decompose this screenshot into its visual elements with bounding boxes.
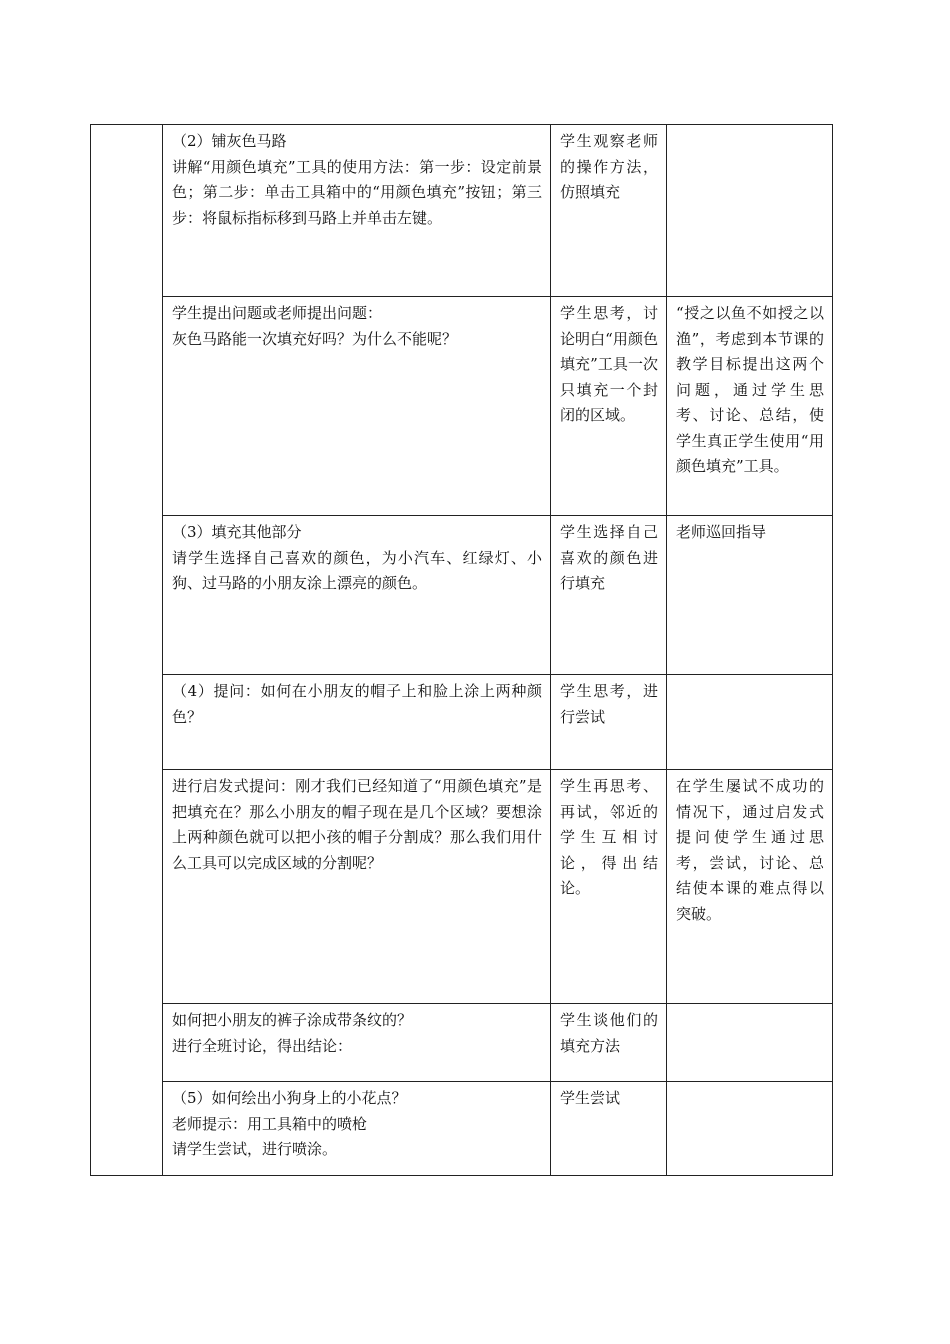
activity-line: 学生提出问题或老师提出问题： (172, 304, 383, 322)
lesson-plan-table (90, 124, 833, 1176)
activity-line: （2）铺灰色马路 (172, 132, 287, 150)
activity-cell (163, 125, 551, 297)
student-activity-cell: 学生选择自己喜欢的颜色进行填充 (551, 516, 667, 675)
table-row (91, 516, 833, 675)
student-activity-cell: 学生再思考、再试，邻近的学生互相讨论，得出结论。 (551, 770, 667, 1004)
activity-line: 如何把小朋友的裤子涂成带条纹的？ (172, 1011, 413, 1029)
activity-cell (163, 770, 551, 1004)
student-activity-cell: 学生观察老师的操作方法，仿照填充 (551, 125, 667, 297)
design-intent-cell: 老师巡回指导 (667, 516, 833, 675)
student-activity-cell: 学生尝试 (551, 1082, 667, 1176)
stage-column-cell (91, 125, 163, 1176)
activity-cell (163, 297, 551, 516)
design-intent-cell (667, 125, 833, 297)
activity-line: 请学生选择自己喜欢的颜色，为小汽车、红绿灯、小狗、过马路的小朋友涂上漂亮的颜色。 (172, 548, 542, 592)
activity-line: （3）填充其他部分 (172, 523, 302, 541)
table-row (91, 675, 833, 770)
design-intent-cell: “授之以鱼不如授之以渔”，考虑到本节课的教学目标提出这两个问题，通过学生思考、讨论、总结，使学生真正学生使用“用颜色填充”工具。 (667, 297, 833, 516)
activity-line: 灰色马路能一次填充好吗？为什么不能呢？ (172, 329, 458, 348)
activity-line: （5）如何绘出小狗身上的小花点？ (172, 1089, 407, 1107)
activity-line: 进行启发式提问：刚才我们已经知道了“用颜色填充”是把填充在？那么小朋友的帽子现在是几个区域？要想涂上两种颜色就可以把小孩的帽子分割成？那么我们用什么工具可以完成区域的分割呢？ (172, 777, 542, 872)
activity-cell (163, 675, 551, 770)
table-row (91, 770, 833, 1004)
activity-cell (163, 516, 551, 675)
activity-line: 进行全班讨论，得出结论： (172, 1036, 353, 1055)
student-activity-cell: 学生谈他们的填充方法 (551, 1004, 667, 1082)
design-intent-cell (667, 675, 833, 770)
design-intent-cell (667, 1004, 833, 1082)
activity-line: 讲解“用颜色填充”工具的使用方法：第一步：设定前景色；第二步：单击工具箱中的“用颜色填充”按钮；第三步：将鼠标指标移到马路上并单击左键。 (172, 157, 542, 227)
activity-line: （4）提问：如何在小朋友的帽子上和脸上涂上两种颜色？ (172, 682, 542, 726)
student-activity-cell: 学生思考，讨论明白“用颜色填充”工具一次只填充一个封闭的区域。 (551, 297, 667, 516)
design-intent-cell (667, 1082, 833, 1176)
table-row (91, 1082, 833, 1176)
design-intent-cell: 在学生屡试不成功的情况下，通过启发式提问使学生通过思考，尝试，讨论、总结使本课的难点得以突破。 (667, 770, 833, 1004)
table-row (91, 125, 833, 297)
activity-line: 老师提示：用工具箱中的喷枪 (172, 1114, 368, 1133)
activity-line: 请学生尝试，进行喷涂。 (172, 1140, 338, 1158)
activity-cell (163, 1082, 551, 1176)
student-activity-cell: 学生思考，进行尝试 (551, 675, 667, 770)
table-row (91, 297, 833, 516)
activity-cell (163, 1004, 551, 1082)
table-row (91, 1004, 833, 1082)
